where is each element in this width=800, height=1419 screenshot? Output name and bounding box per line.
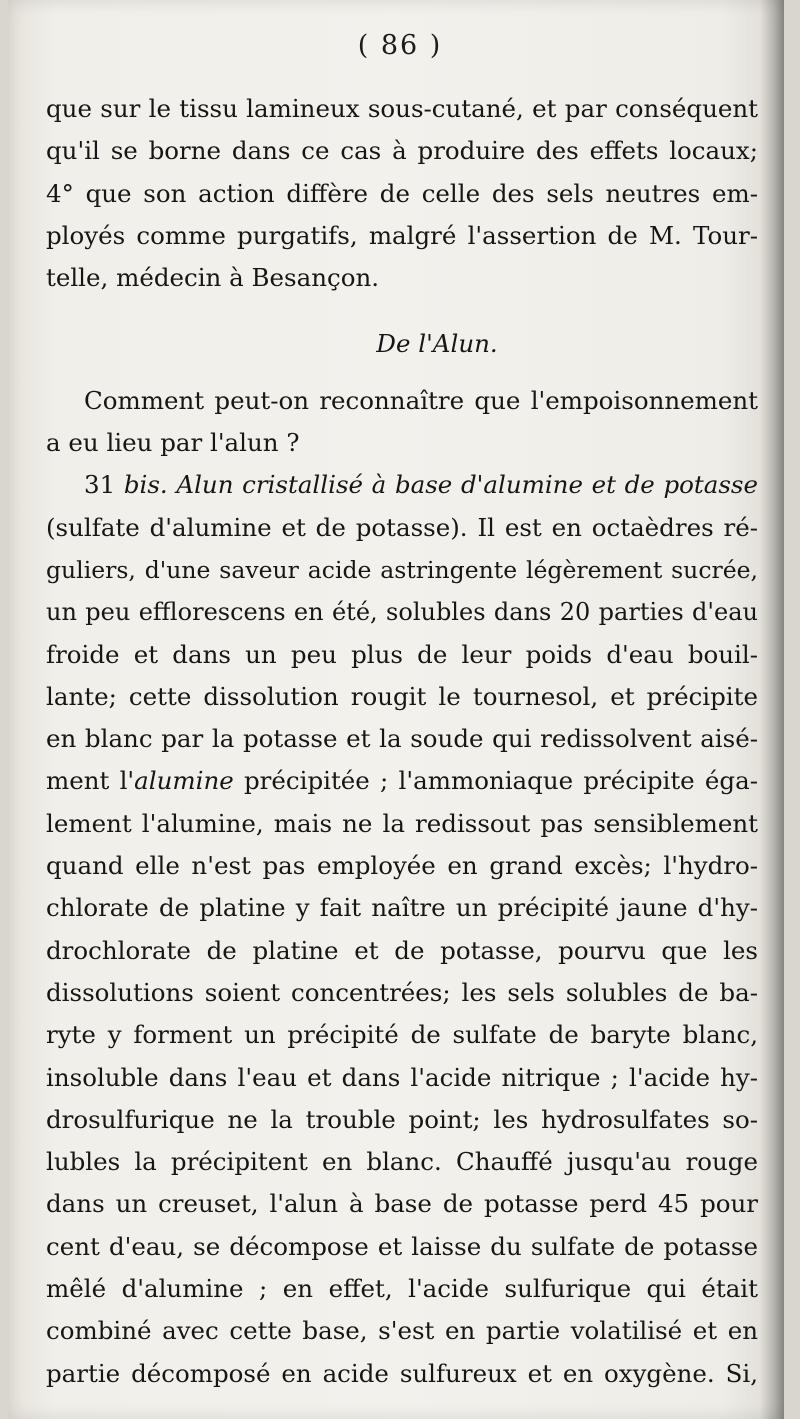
text-line: lubles la précipitent en blanc. Chauffé jusqu'au rouge xyxy=(46,1147,758,1177)
text-line: drochlorate de platine et de potasse, pourvu que les xyxy=(46,935,758,965)
text-fragment: ment l' xyxy=(46,766,135,796)
text-line: drosulfurique ne la trouble point; les hydrosulfates so- xyxy=(46,1104,758,1134)
text-line: dissolutions soient concentrées; les sels solubles de ba- xyxy=(46,977,758,1007)
paragraph-title: Alun cristallisé à base d'alumine et de potasse xyxy=(167,470,758,500)
text-line: guliers, d'une saveur acide astringente légèrement sucrée, xyxy=(46,555,758,584)
italic-term: alumine xyxy=(134,766,234,796)
page-edge-shadow xyxy=(760,0,784,1419)
text-line: ryte y forment un précipité de sulfate de baryte blanc, xyxy=(46,1020,758,1050)
text-line: qu'il se borne dans ce cas à produire des effets locaux; xyxy=(46,136,758,166)
text-line: mêlé d'alumine ; en effet, l'acide sulfurique qui était xyxy=(46,1274,758,1304)
text-line: lement l'alumine, mais ne la redissout pas sensiblement xyxy=(46,808,758,838)
text-line: un peu efflorescens en été, solubles dans 20 parties d'eau xyxy=(46,598,758,627)
spacer xyxy=(46,366,758,380)
text-line: froide et dans un peu plus de leur poids d'eau bouil- xyxy=(46,639,758,669)
text-line: lante; cette dissolution rougit le tournesol, et précipite xyxy=(46,681,758,711)
page-body xyxy=(46,88,758,1395)
text-line: quand elle n'est pas employée en grand excès; l'hydro- xyxy=(46,851,758,881)
text-line: insoluble dans l'eau et dans l'acide nitrique ; l'acide hy- xyxy=(46,1062,758,1092)
text-line: (sulfate d'alumine et de potasse). Il est en octaèdres ré- xyxy=(46,512,758,542)
section-heading: De l'Alun. xyxy=(376,329,498,359)
text-line: 4° que son action diffère de celle des sels neutres em- xyxy=(46,178,758,208)
question-line: a eu lieu par l'alun ? xyxy=(46,428,300,458)
text-line: ployés comme purgatifs, malgré l'assertion de M. Tour- xyxy=(46,220,758,250)
question-line: Comment peut-on reconnaître que l'empoisonnement xyxy=(84,385,758,415)
paragraph-bis: bis. xyxy=(123,470,168,500)
text-line: dans un creuset, l'alun à base de potasse perd 45 pour xyxy=(46,1189,758,1219)
text-line: en blanc par la potasse et la soude qui redissolvent aisé- xyxy=(46,724,758,754)
text-line: combiné avec cette base, s'est en partie volatilisé et en xyxy=(46,1316,758,1346)
paragraph-number: 31 xyxy=(84,470,124,500)
text-line: telle, médecin à Besançon. xyxy=(46,263,380,293)
text-line: partie décomposé en acide sulfureux et en oxygène. Si, xyxy=(46,1358,758,1388)
page-number: ( 86 ) xyxy=(357,30,443,61)
text-line: cent d'eau, se décompose et laisse du sulfate de potasse xyxy=(46,1231,758,1261)
paragraph-heading-line xyxy=(46,464,758,506)
text-line: chlorate de platine y fait naître un précipité jaune d'hy- xyxy=(46,893,758,923)
text-line xyxy=(46,760,758,802)
text-line: que sur le tissu lamineux sous-cutané, et par conséquent xyxy=(46,94,758,123)
text-fragment: précipitée ; l'ammoniaque précipite éga- xyxy=(233,766,758,796)
